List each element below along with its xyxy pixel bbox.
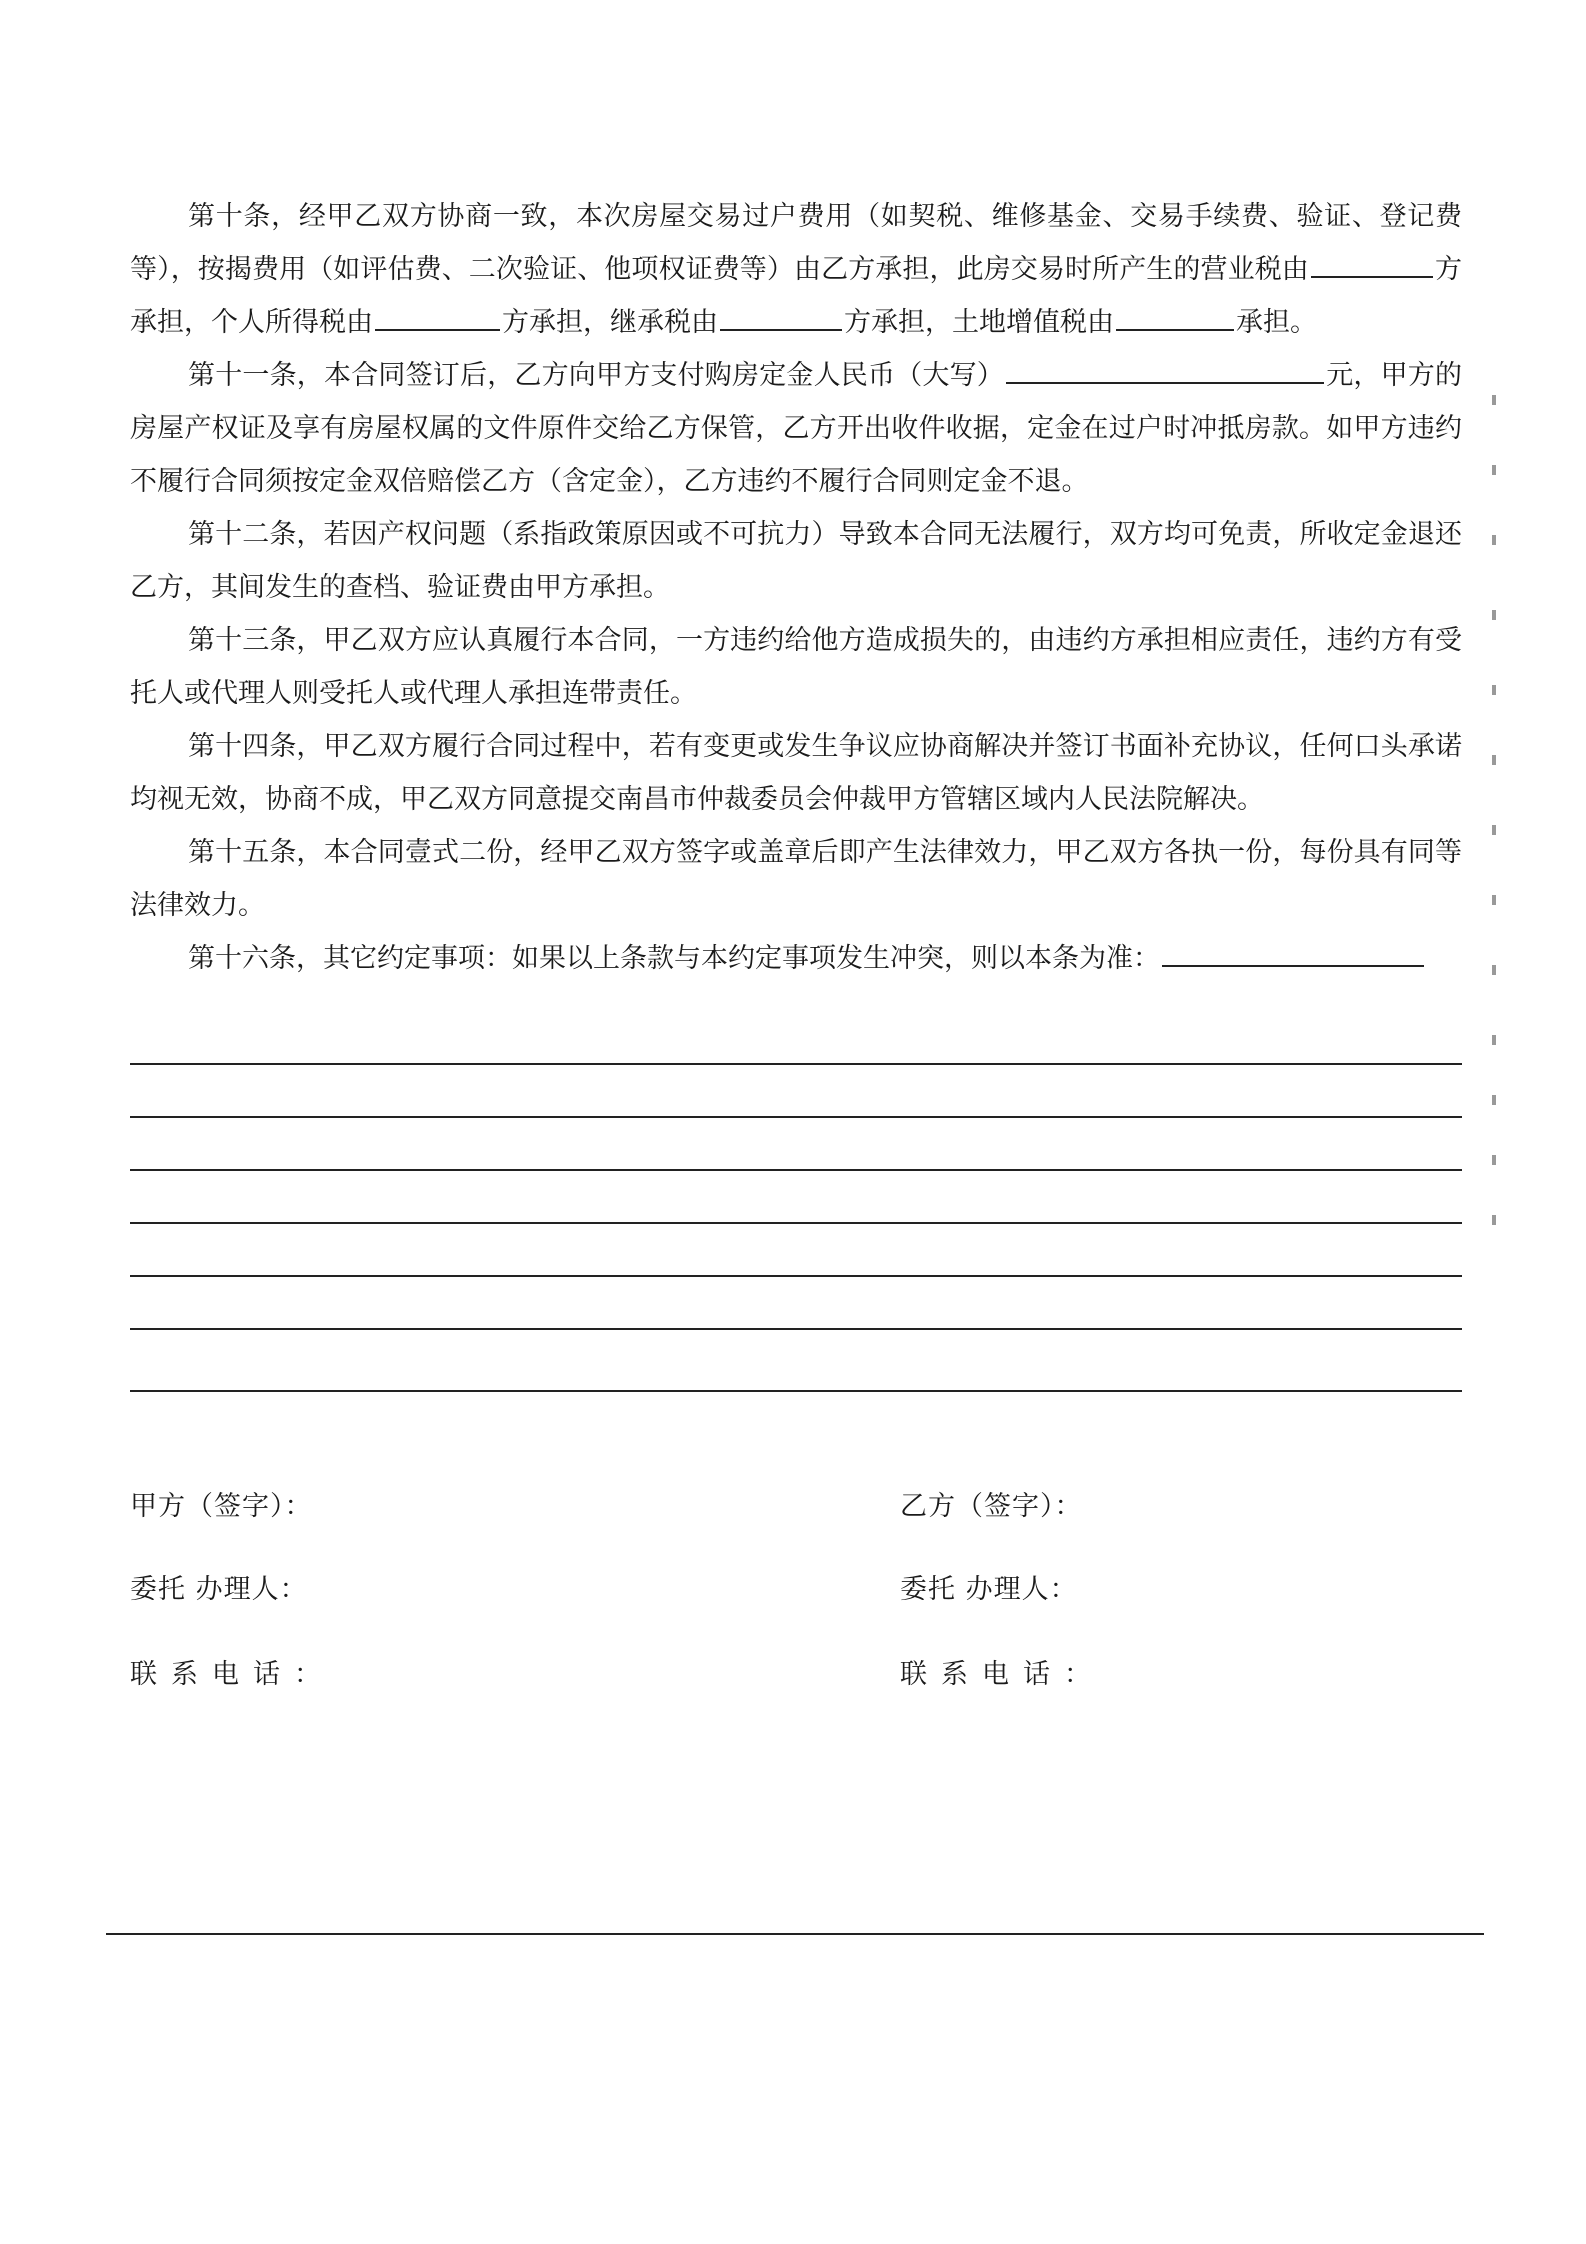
clause-13: 第十三条，甲乙双方应认真履行本合同，一方违约给他方造成损失的，由违约方承担相应责任，违约方有受托人或代理人则受托人或代理人承担连带责任。 — [130, 625, 1462, 709]
clause-11 — [130, 349, 1462, 508]
clause-15: 第十五条，本合同壹式二份，经甲乙双方签字或盖章后即产生法律效力，甲乙双方各执一份，每份具有同等法律效力。 — [130, 837, 1462, 921]
party-b-phone-label: 联系电话： — [900, 1659, 1105, 1690]
clause-10-text-5: 承担。 — [1236, 307, 1317, 338]
writing-line[interactable] — [130, 1171, 1462, 1224]
land-tax-blank[interactable] — [1116, 299, 1234, 331]
income-tax-blank[interactable] — [375, 299, 500, 331]
party-a-phone-label: 联系电话： — [130, 1659, 335, 1690]
writing-line[interactable] — [130, 1065, 1462, 1118]
footer-divider — [106, 1933, 1484, 1935]
clause-16 — [130, 932, 1462, 985]
other-terms-writing-lines — [130, 1012, 1462, 1392]
party-b-signature-label: 乙方（签字）： — [900, 1491, 1083, 1522]
party-b-agent-label: 委托 办理人： — [900, 1574, 1078, 1605]
party-a-agent-label: 委托 办理人： — [130, 1574, 308, 1605]
clause-11-text-1: 第十一条，本合同签订后，乙方向甲方支付购房定金人民币（大写） — [188, 360, 1004, 391]
party-a-signature-label: 甲方（签字）： — [130, 1491, 313, 1522]
clause-12: 第十二条，若因产权问题（系指政策原因或不可抗力）导致本合同无法履行，双方均可免责，所收定金退还乙方，其间发生的查档、验证费由甲方承担。 — [130, 519, 1462, 603]
clause-10-text-1: 第十条，经甲乙双方协商一致，本次房屋交易过户费用（如契税、维修基金、交易手续费、验证、登记费等），按揭费用（如评估费、二次验证、他项权证费等）由乙方承担，此房交易时所产生的营业税由 — [130, 201, 1462, 285]
clause-10-text-3: 方承担，继承税由 — [502, 307, 718, 338]
writing-line[interactable] — [130, 1012, 1462, 1065]
clause-10-text-2: 方承担，个人所得税由 — [130, 254, 1463, 338]
other-terms-blank[interactable] — [1162, 935, 1424, 967]
writing-line[interactable] — [130, 1277, 1462, 1330]
writing-line[interactable] — [130, 1330, 1462, 1392]
deposit-amount-blank[interactable] — [1006, 352, 1324, 384]
clause-10 — [130, 190, 1462, 349]
clause-14: 第十四条，甲乙双方履行合同过程中，若有变更或发生争议应协商解决并签订书面补充协议，任何口头承诺均视无效，协商不成，甲乙双方同意提交南昌市仲裁委员会仲裁甲方管辖区域内人民法院解决。 — [130, 731, 1462, 815]
writing-line[interactable] — [130, 1118, 1462, 1171]
clause-10-text-4: 方承担，土地增值税由 — [844, 307, 1114, 338]
business-tax-blank[interactable] — [1311, 246, 1433, 278]
inheritance-tax-blank[interactable] — [720, 299, 842, 331]
contract-clauses — [130, 190, 1462, 985]
scan-edge-marks — [1492, 395, 1500, 1235]
clause-16-text: 第十六条，其它约定事项：如果以上条款与本约定事项发生冲突，则以本条为准： — [188, 943, 1160, 974]
clause-11-text-2: 元，甲方的房屋产权证及享有房屋权属的文件原件交给乙方保管，乙方开出收件收据，定金在过户时冲抵房款。如甲方违约不履行合同须按定金双倍赔偿乙方（含定金），乙方违约不履行合同则定金不退。 — [130, 360, 1462, 497]
writing-line[interactable] — [130, 1224, 1462, 1277]
